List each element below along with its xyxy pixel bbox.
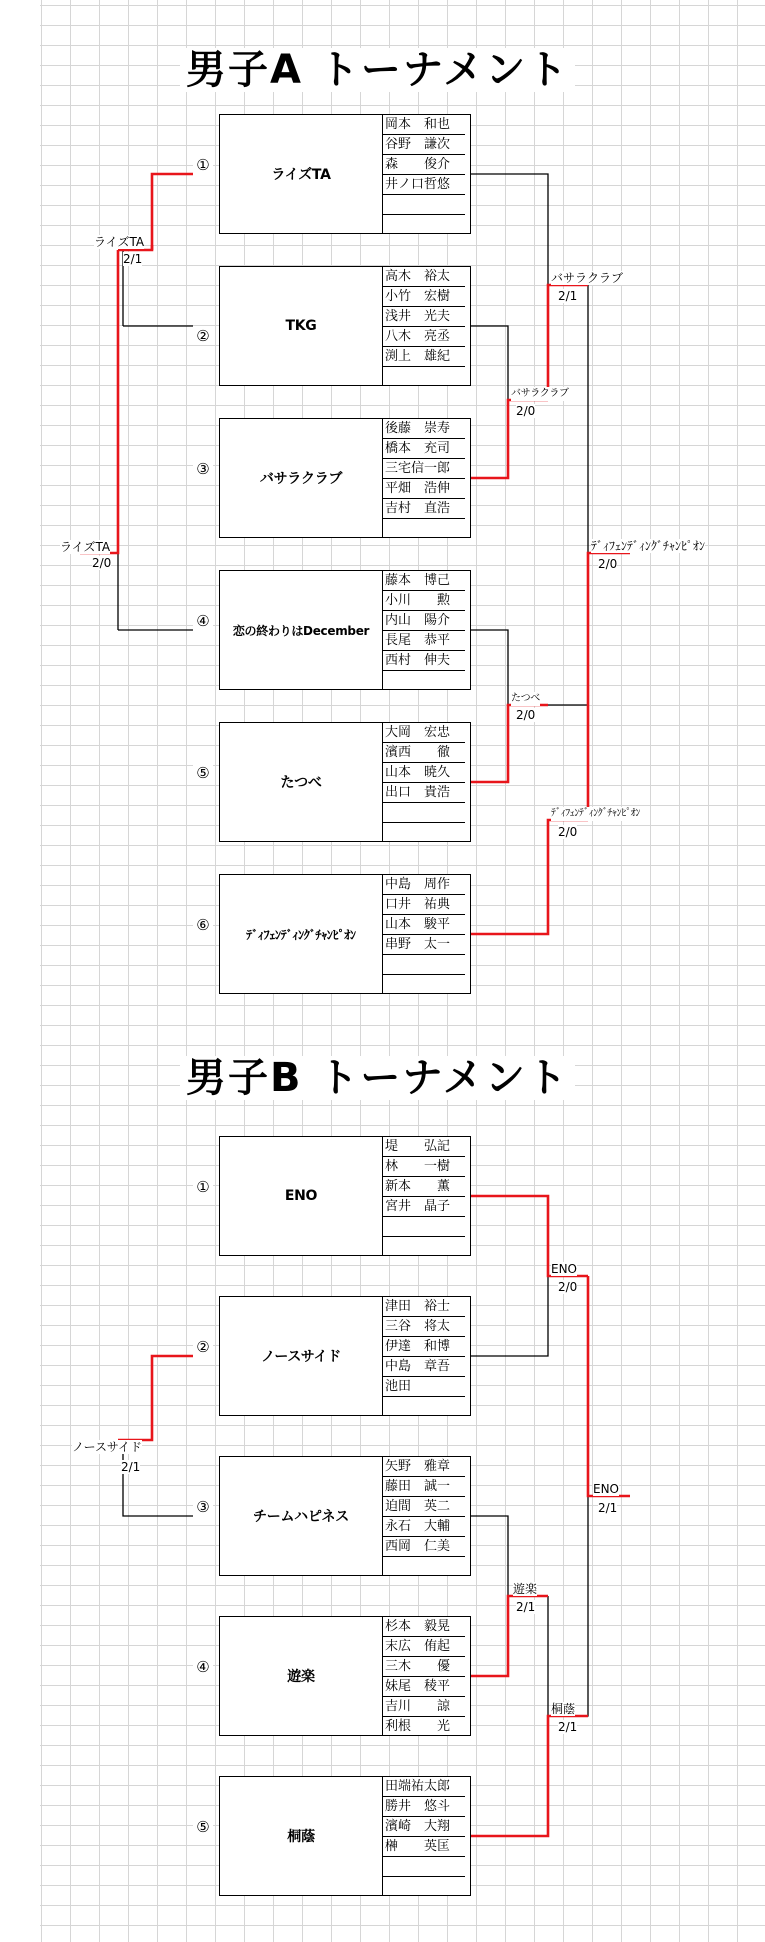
member: 井ノ口哲悠 [383, 175, 465, 195]
member [383, 1557, 465, 1577]
roster [383, 1297, 465, 1417]
match-score: 2/0 [558, 825, 578, 839]
roster [383, 875, 465, 995]
member [383, 215, 465, 235]
member [383, 1877, 465, 1897]
team-name: ﾃﾞｨﾌｪﾝﾃﾞｨﾝｸﾞﾁｬﾝﾋﾟｵﾝ [220, 875, 383, 993]
team-name: チームハピネス [220, 1457, 383, 1575]
member: 永石 大輔 [383, 1517, 465, 1537]
member: 中島 章吾 [383, 1357, 465, 1377]
match-score: 2/0 [598, 557, 618, 571]
tournament-a-title: 男子A トーナメント [180, 48, 575, 92]
final-winner: ENO [593, 1482, 620, 1496]
team-number: ⑤ [193, 764, 213, 782]
team-name: 恋の終わりはDecember [220, 571, 383, 689]
member: 杉本 毅晃 [383, 1617, 465, 1637]
member: 高木 裕太 [383, 267, 465, 287]
member [383, 1397, 465, 1417]
member: 橋本 充司 [383, 439, 465, 459]
member: 田端祐太郎 [383, 1777, 465, 1797]
match-winner: ノースサイド [72, 1440, 142, 1454]
member: 八木 亮丞 [383, 327, 465, 347]
roster [383, 723, 465, 843]
team-name: ノースサイド [220, 1297, 383, 1415]
roster [383, 571, 465, 691]
member: 平畑 浩伸 [383, 479, 465, 499]
member [383, 195, 465, 215]
team-number: ③ [193, 460, 213, 478]
member: 長尾 恭平 [383, 631, 465, 651]
team-number: ① [193, 1178, 213, 1196]
member: 勝井 悠斗 [383, 1797, 465, 1817]
match-winner: バサラクラブ [551, 271, 624, 285]
team-number: ④ [193, 612, 213, 630]
member: 堤 弘記 [383, 1137, 465, 1157]
member: 榊 英匡 [383, 1837, 465, 1857]
team-card-b5 [219, 1776, 471, 1896]
team-card-a6 [219, 874, 471, 994]
member [383, 671, 465, 691]
match-score: 2/1 [598, 1501, 618, 1515]
team-name: ライズTA [220, 115, 383, 233]
team-name: ENO [220, 1137, 383, 1255]
match-score: 2/1 [123, 252, 143, 266]
member: 伊達 和博 [383, 1337, 465, 1357]
member: 岡本 和也 [383, 115, 465, 135]
team-card-a1 [219, 114, 471, 234]
member: 大岡 宏忠 [383, 723, 465, 743]
team-name: たつべ [220, 723, 383, 841]
member: 浅井 光夫 [383, 307, 465, 327]
member: 利根 光 [385, 1719, 451, 1734]
member: 矢野 雅章 [383, 1457, 465, 1477]
roster [383, 1137, 465, 1257]
member: 林 一樹 [383, 1157, 465, 1177]
member [383, 1237, 465, 1257]
team-number: ⑤ [193, 1818, 213, 1836]
member: 小川 勲 [383, 591, 465, 611]
member [383, 1857, 465, 1877]
roster [383, 1777, 465, 1897]
member: 渕上 雄紀 [383, 347, 465, 367]
team-card-a2 [219, 266, 471, 386]
team-name: 桐蔭 [220, 1777, 383, 1895]
member: 西村 伸夫 [383, 651, 465, 671]
match-winner: たつべ [511, 693, 540, 704]
team-name: バサラクラブ [220, 419, 383, 537]
member [383, 975, 465, 995]
member: 迫間 英二 [383, 1497, 465, 1517]
roster [383, 115, 465, 235]
member: 西岡 仁美 [383, 1537, 465, 1557]
final-winner: ﾃﾞｨﾌｪﾝﾃﾞｨﾝｸﾞﾁｬﾝﾋﾟｵﾝ [591, 539, 706, 553]
match-score: 2/0 [92, 556, 112, 570]
member: 森 俊介 [383, 155, 465, 175]
team-card-a3 [219, 418, 471, 538]
member: 山本 駿平 [383, 915, 465, 935]
member: 吉川 諒 [383, 1697, 465, 1717]
member: 串野 太一 [383, 935, 465, 955]
team-number: ④ [193, 1658, 213, 1676]
member: 濱西 徹 [383, 743, 465, 763]
member: 新本 薫 [383, 1177, 465, 1197]
team-number: ② [193, 327, 213, 345]
tournament-b-title: 男子B トーナメント [180, 1056, 575, 1100]
team-card-a5 [219, 722, 471, 842]
member: 口井 祐典 [383, 895, 465, 915]
match-score: 2/0 [516, 708, 536, 722]
match-score: 2/1 [558, 1720, 578, 1734]
member [383, 803, 465, 823]
team-number: ⑥ [193, 916, 213, 934]
member: 三宅信一郎 [383, 459, 465, 479]
member: 吉村 直浩 [383, 499, 465, 519]
match-winner: ライズTA [94, 235, 145, 249]
team-number: ② [193, 1338, 213, 1356]
match-score: 2/1 [121, 1460, 141, 1474]
member: 中島 周作 [383, 875, 465, 895]
match-winner: ﾃﾞｨﾌｪﾝﾃﾞｨﾝｸﾞﾁｬﾝﾋﾟｵﾝ [551, 808, 641, 819]
member: 内山 陽介 [383, 611, 465, 631]
match-winner: 桐蔭 [551, 1702, 576, 1716]
team-number: ① [193, 156, 213, 174]
member: 小竹 宏樹 [383, 287, 465, 307]
member [383, 823, 465, 843]
roster [383, 419, 465, 539]
roster [383, 1457, 465, 1577]
member [383, 519, 465, 539]
member [383, 367, 465, 387]
match-score: 2/0 [516, 404, 536, 418]
team-name: TKG [220, 267, 383, 385]
member: 藤田 誠一 [383, 1477, 465, 1497]
member: 三木 優 [383, 1657, 465, 1677]
member: 後藤 崇寿 [383, 419, 465, 439]
roster [383, 267, 465, 387]
team-number: ③ [193, 1498, 213, 1516]
match-score: 2/0 [558, 1280, 578, 1294]
member [383, 1217, 465, 1237]
team-card-b4 [219, 1616, 471, 1736]
member: 末広 侑起 [383, 1637, 465, 1657]
roster [383, 1617, 465, 1737]
member: 谷野 謙次 [383, 135, 465, 155]
match-score: 2/1 [516, 1600, 536, 1614]
match-winner: 遊楽 [513, 1582, 538, 1596]
member: 山本 暁久 [383, 763, 465, 783]
member: 池田 [383, 1377, 465, 1397]
member: 三谷 将太 [383, 1317, 465, 1337]
team-name: 遊楽 [220, 1617, 383, 1735]
team-card-b2 [219, 1296, 471, 1416]
member: 出口 貴浩 [383, 783, 465, 803]
member: 妹尾 稜平 [383, 1677, 465, 1697]
match-winner: バサラクラブ [511, 388, 569, 399]
team-card-b3 [219, 1456, 471, 1576]
match-winner: ENO [551, 1262, 578, 1276]
member: 藤本 博己 [383, 571, 465, 591]
team-card-a4 [219, 570, 471, 690]
team-card-b1 [219, 1136, 471, 1256]
member [383, 955, 465, 975]
member: 宮井 晶子 [383, 1197, 465, 1217]
member: 津田 裕士 [383, 1297, 465, 1317]
match-score: 2/1 [558, 289, 578, 303]
match-winner: ライズTA [60, 540, 111, 554]
member: 濱崎 大翔 [383, 1817, 465, 1837]
